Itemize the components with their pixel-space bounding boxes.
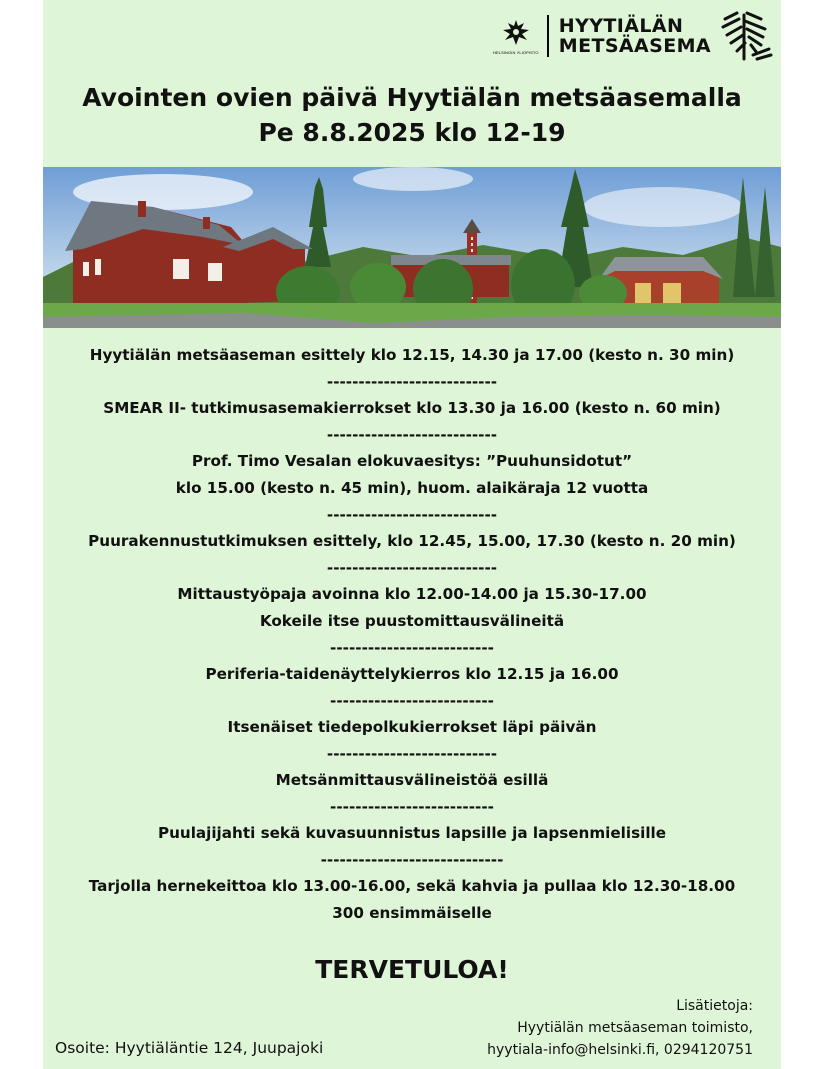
event-line: Mittaustyöpaja avoinna klo 12.00-14.00 ja 15.30-17.00 bbox=[177, 585, 647, 603]
event-item bbox=[43, 342, 781, 395]
contact-info bbox=[487, 995, 753, 1061]
station-wordmark bbox=[559, 16, 711, 56]
contact-details: hyytiala-info@helsinki.fi, 0294120751 bbox=[487, 1042, 753, 1058]
event-line: Kokeile itse puustomittausvälineitä bbox=[259, 612, 565, 630]
event-line: Itsenäiset tiedepolkukierrokset läpi päivän bbox=[227, 718, 597, 736]
logo-bar bbox=[493, 8, 773, 64]
contact-office: Hyytiälän metsäaseman toimisto, bbox=[517, 1020, 753, 1036]
event-item bbox=[43, 581, 781, 661]
event-line: 300 ensimmäiselle bbox=[332, 904, 492, 922]
event-list bbox=[43, 342, 781, 927]
university-logo bbox=[493, 18, 539, 55]
event-line: Hyytiälän metsäaseman esittely klo 12.15, 14.30 ja 17.00 (kesto n. 30 min) bbox=[89, 346, 735, 364]
poster bbox=[43, 0, 781, 1069]
event-item bbox=[43, 767, 781, 820]
event-line: Puulajijahti sekä kuvasuunnistus lapsille ja lapsenmielisille bbox=[157, 824, 667, 842]
event-line: klo 15.00 (kesto n. 45 min), huom. alaikäraja 12 vuotta bbox=[175, 479, 649, 497]
event-item bbox=[43, 873, 781, 927]
event-line: Prof. Timo Vesalan elokuvaesitys: ”Puuhunsidotut” bbox=[191, 452, 633, 470]
contact-heading: Lisätietoja: bbox=[676, 998, 753, 1014]
address-text: Osoite: Hyytiäläntie 124, Juupajoki bbox=[55, 1039, 324, 1057]
event-separator: -------------------------- bbox=[330, 639, 494, 657]
logo-divider bbox=[547, 15, 549, 57]
forest-station-mark-icon bbox=[717, 9, 773, 63]
event-separator: --------------------------- bbox=[326, 745, 498, 763]
title-line-date: Pe 8.8.2025 klo 12-19 bbox=[258, 118, 566, 147]
event-separator: -------------------------- bbox=[330, 798, 494, 816]
event-item bbox=[43, 714, 781, 767]
event-line: Metsänmittausvälineistöä esillä bbox=[275, 771, 549, 789]
event-line: Tarjolla hernekeittoa klo 13.00-16.00, sekä kahvia ja pullaa klo 12.30-18.00 bbox=[88, 877, 736, 895]
event-item bbox=[43, 820, 781, 873]
event-separator: --------------------------- bbox=[326, 426, 498, 444]
event-separator: --------------------------- bbox=[326, 506, 498, 524]
event-separator: --------------------------- bbox=[326, 373, 498, 391]
event-line: Puurakennustutkimuksen esittely, klo 12.45, 15.00, 17.30 (kesto n. 20 min) bbox=[88, 532, 736, 550]
station-panorama-photo bbox=[43, 167, 781, 328]
welcome-heading: TERVETULOA! bbox=[315, 955, 509, 984]
event-line: Periferia-taidenäyttelykierros klo 12.15 ja 16.00 bbox=[205, 665, 619, 683]
station-name-line2: METSÄASEMA bbox=[558, 35, 711, 57]
station-name-line1: HYYTIÄLÄN bbox=[558, 15, 684, 37]
event-item bbox=[43, 395, 781, 448]
event-item bbox=[43, 661, 781, 714]
poster-title bbox=[43, 80, 781, 150]
event-separator: --------------------------- bbox=[326, 559, 498, 577]
university-emblem-icon bbox=[499, 18, 533, 48]
event-separator: ----------------------------- bbox=[320, 851, 504, 869]
event-separator: -------------------------- bbox=[330, 692, 494, 710]
event-item bbox=[43, 528, 781, 581]
event-item bbox=[43, 448, 781, 528]
event-line: SMEAR II- tutkimusasemakierrokset klo 13.30 ja 16.00 (kesto n. 60 min) bbox=[103, 399, 721, 417]
title-line-event: Avointen ovien päivä Hyytiälän metsäasemalla bbox=[82, 83, 742, 112]
university-logo-text: HELSINGIN YLIOPISTO bbox=[493, 49, 539, 55]
